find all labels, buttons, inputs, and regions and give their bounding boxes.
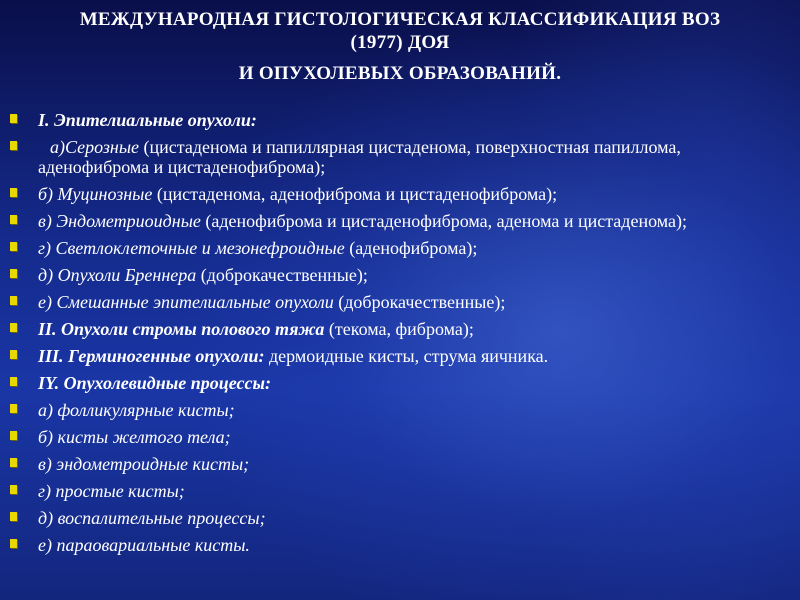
bullet-icon bbox=[10, 377, 17, 386]
list-item bbox=[0, 454, 800, 474]
item-term: в) Эндометриоидные bbox=[38, 211, 201, 231]
bullet-icon bbox=[10, 188, 17, 197]
item-text: (текома, фиброма); bbox=[324, 319, 474, 339]
bullet-icon bbox=[10, 512, 17, 521]
classification-list bbox=[0, 110, 800, 562]
list-item bbox=[0, 292, 800, 312]
item-term: г) Светлоклеточные и мезонефроидные bbox=[38, 238, 345, 258]
item-text: (аденофиброма и цистаденофиброма, аденома и цистаденома); bbox=[200, 211, 687, 231]
list-item bbox=[0, 265, 800, 285]
bullet-icon bbox=[10, 404, 17, 413]
item-term: б) Муцинозные bbox=[38, 184, 153, 204]
bullet-icon bbox=[10, 242, 17, 251]
item-term: г) простые кисты; bbox=[38, 481, 185, 501]
bullet-icon bbox=[10, 539, 17, 548]
bullet-icon bbox=[10, 485, 17, 494]
title-line-2: (1977) ДОЯ bbox=[350, 32, 450, 53]
list-item bbox=[0, 110, 800, 130]
item-term: е) Смешанные эпителиальные опухоли bbox=[38, 292, 334, 312]
item-term: IY. Опухолевидные процессы: bbox=[38, 373, 271, 393]
item-term: е) параовариальные кисты. bbox=[38, 535, 250, 555]
item-term: II. Опухоли стромы полового тяжа bbox=[38, 319, 325, 339]
title-line-1: МЕЖДУНАРОДНАЯ ГИСТОЛОГИЧЕСКАЯ КЛАССИФИКАЦИЯ ВОЗ bbox=[79, 9, 721, 30]
item-term: а) фолликулярные кисты; bbox=[38, 400, 235, 420]
item-text: (аденофиброма); bbox=[344, 238, 478, 258]
list-item bbox=[0, 346, 800, 366]
bullet-icon bbox=[10, 350, 17, 359]
item-term: I. Эпителиальные опухоли: bbox=[38, 110, 257, 130]
list-item bbox=[0, 508, 800, 528]
item-text: (доброкачественные); bbox=[196, 265, 368, 285]
list-item bbox=[0, 137, 800, 177]
slide-title bbox=[0, 8, 800, 85]
item-term: III. Герминогенные опухоли: bbox=[38, 346, 265, 366]
list-item bbox=[0, 319, 800, 339]
bullet-icon bbox=[10, 215, 17, 224]
title-line-3: И ОПУХОЛЕВЫХ ОБРАЗОВАНИЙ. bbox=[238, 63, 562, 84]
list-item bbox=[0, 400, 800, 420]
item-term: д) воспалительные процессы; bbox=[38, 508, 266, 528]
item-text: (цистаденома, аденофиброма и цистаденофиброма); bbox=[152, 184, 558, 204]
list-item bbox=[0, 184, 800, 204]
list-item bbox=[0, 481, 800, 501]
item-term: б) кисты желтого тела; bbox=[38, 427, 231, 447]
list-item bbox=[0, 238, 800, 258]
bullet-icon bbox=[10, 296, 17, 305]
list-item bbox=[0, 211, 800, 231]
list-item bbox=[0, 373, 800, 393]
bullet-icon bbox=[10, 323, 17, 332]
bullet-icon bbox=[10, 269, 17, 278]
item-term: а)Серозные bbox=[50, 137, 140, 157]
item-text: (доброкачественные); bbox=[333, 292, 506, 312]
item-text: (цистаденома и папиллярная цистаденома, поверхностная папиллома, аденофиброма и цистаденофиброма); bbox=[38, 137, 681, 177]
item-term: д) Опухоли Бреннера bbox=[38, 265, 197, 285]
item-text: дермоидные кисты, струма яичника. bbox=[264, 346, 549, 366]
list-item bbox=[0, 427, 800, 447]
list-item bbox=[0, 535, 800, 555]
bullet-icon bbox=[10, 431, 17, 440]
bullet-icon bbox=[10, 141, 17, 150]
bullet-icon bbox=[10, 458, 17, 467]
bullet-icon bbox=[10, 114, 17, 123]
item-term: в) эндометроидные кисты; bbox=[38, 454, 250, 474]
